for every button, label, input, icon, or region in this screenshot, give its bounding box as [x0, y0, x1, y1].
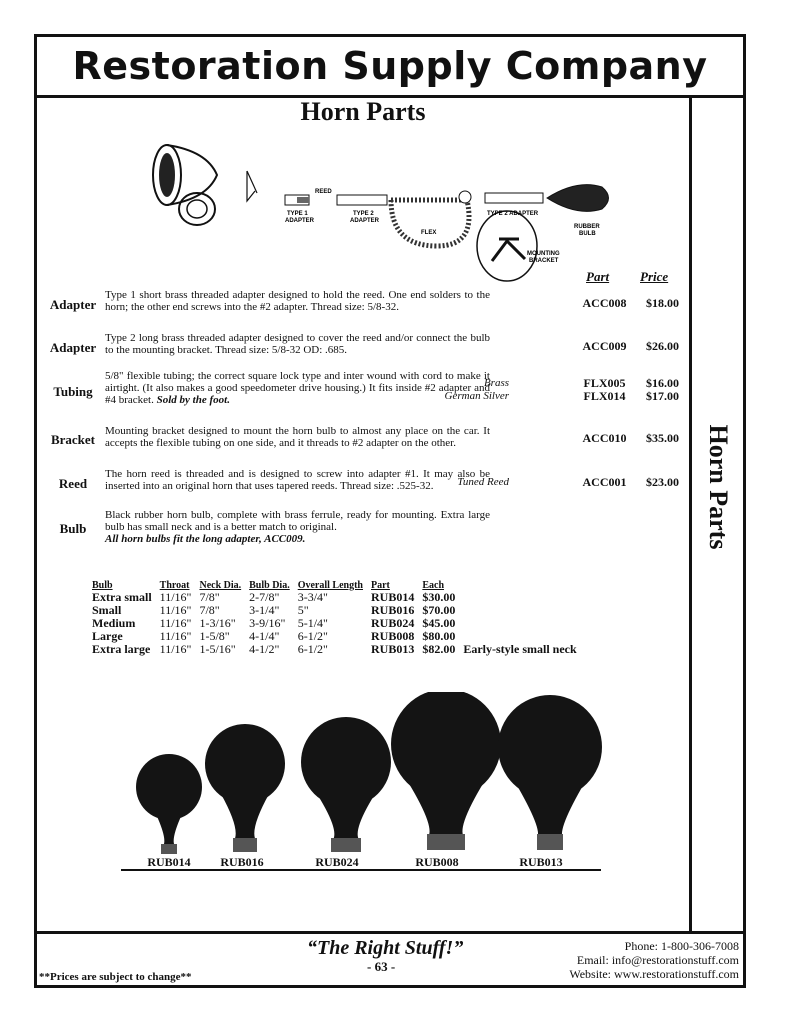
- bulb-photo-rub014: [136, 754, 202, 854]
- bulb-neck: 1-5/8": [199, 629, 230, 643]
- footer-divider: [37, 931, 743, 934]
- bulb-label: RUB024: [315, 855, 359, 869]
- bulb-col-header: Throat: [159, 579, 190, 591]
- bulb-throat: 11/16": [159, 590, 192, 604]
- item-label: Bulb: [59, 521, 87, 536]
- column-part-header: Part: [586, 269, 610, 284]
- bulb-part: RUB013: [371, 642, 415, 656]
- bulb-length: 5-1/4": [297, 616, 328, 630]
- type2-adapter-right-illustration: [459, 191, 543, 203]
- type2-adapter-illustration: [337, 195, 387, 205]
- bulb-photo-rub016: [205, 724, 285, 852]
- item-price: $23.00: [646, 475, 679, 489]
- bulb-diameter: 4-1/2": [249, 642, 280, 656]
- bulb-length: 3-3/4": [297, 590, 328, 604]
- bulb-price: $80.00: [422, 629, 456, 643]
- bulb-throat: 11/16": [159, 642, 192, 656]
- bulb-diameter: 4-1/4": [249, 629, 280, 643]
- item-description-emphasis: All horn bulbs fit the long adapter, ACC009.: [105, 533, 306, 545]
- contact-info: [569, 939, 739, 981]
- bulb-underline: [121, 869, 601, 871]
- price-notice: **Prices are subject to change**: [39, 971, 192, 983]
- side-title: [692, 97, 743, 931]
- item-part: FLX014: [583, 389, 626, 403]
- page-number: - 63 -: [367, 959, 396, 974]
- bulb-photo-rub008: [391, 692, 501, 850]
- company-name: Restoration Supply Company: [72, 44, 708, 88]
- bulb-throat: 11/16": [159, 616, 192, 630]
- column-price-header: Price: [640, 269, 669, 284]
- side-title-text: Horn Parts: [703, 424, 733, 550]
- bulb-neck: 1-3/16": [199, 616, 236, 630]
- item-description-emphasis: Sold by the foot.: [156, 394, 230, 406]
- rubber-bulb-illustration: [547, 185, 609, 212]
- bulb-length: 5": [297, 603, 309, 617]
- item-price: $26.00: [646, 339, 679, 353]
- diagram-label-rubber-a: RUBBER: [574, 224, 600, 230]
- item-part: ACC009: [582, 339, 627, 353]
- diagram-label-rubber-b: BULB: [579, 231, 596, 237]
- bulb-spec-table: [92, 579, 585, 656]
- item-description-text: Black rubber horn bulb, complete with brass ferrule, ready for mounting. Extra large bulb has small neck and is a better match to original.: [105, 509, 490, 533]
- bulb-neck: 7/8": [199, 590, 220, 604]
- bulb-name: Extra large: [92, 642, 151, 656]
- bulb-label: RUB014: [147, 855, 191, 869]
- item-variant-brass: Brass: [483, 377, 509, 389]
- item-part: ACC001: [582, 475, 627, 489]
- bulb-name: Small: [92, 603, 122, 617]
- diagram-label-type1-a: TYPE 1: [287, 211, 308, 217]
- item-variant-tuned-reed: Tuned Reed: [457, 476, 509, 488]
- diagram-label-type2-right: TYPE 2 ADAPTER: [487, 211, 539, 217]
- bulb-name: Extra small: [92, 590, 152, 604]
- bulb-label: RUB008: [415, 855, 459, 869]
- diagram-label-reed: REED: [315, 189, 332, 195]
- bulb-part: RUB024: [371, 616, 415, 630]
- mounting-bracket-illustration: [477, 211, 537, 281]
- bulb-price: $30.00: [422, 590, 456, 604]
- item-label: Tubing: [53, 384, 93, 399]
- item-description-text: 5/8" flexible tubing; the correct square lock type and inter wound with cord to make it airtight. (It also makes a good speedometer drive housing.) It fits inside #2 adapter and #4 bracket.: [105, 370, 490, 406]
- item-part: ACC008: [582, 296, 627, 310]
- diagram-label-bracket-b: BRACKET: [529, 258, 559, 264]
- website-link[interactable]: Website: www.restorationstuff.com: [569, 967, 739, 981]
- bulb-throat: 11/16": [159, 629, 192, 643]
- bulb-note: [463, 604, 584, 617]
- item-price: $17.00: [646, 389, 679, 403]
- bulb-col-header: Each: [422, 579, 445, 591]
- bulb-note: [463, 617, 584, 630]
- bulb-throat: 11/16": [159, 603, 192, 617]
- item-variant-german-silver: German Silver: [444, 390, 509, 402]
- item-description: Type 1 short brass threaded adapter designed to hold the reed. One end solders to the horn; the other end screws into the #2 adapter. Thread size: 5/8-32.: [105, 289, 490, 313]
- item-part: FLX005: [583, 376, 626, 390]
- bulb-diameter: 3-9/16": [249, 616, 286, 630]
- table-row: [92, 643, 585, 656]
- bulb-neck: 1-5/16": [199, 642, 236, 656]
- item-price: $16.00: [646, 376, 679, 390]
- bulb-neck: 7/8": [199, 603, 220, 617]
- item-description: Type 2 long brass threaded adapter designed to cover the reed and/or connect the bulb to the mounting bracket. Thread size: 5/8-32 OD: .685.: [105, 332, 490, 356]
- bulb-col-header: Bulb Dia.: [249, 579, 290, 591]
- item-part: ACC010: [582, 431, 627, 445]
- bulb-part: RUB008: [371, 629, 415, 643]
- page-frame: [34, 34, 746, 988]
- diagram-label-type1-b: ADAPTER: [285, 218, 315, 224]
- slogan: “The Right Stuff!”: [307, 937, 464, 959]
- bulb-name: Medium: [92, 616, 136, 630]
- bulb-length: 6-1/2": [297, 642, 328, 656]
- item-price: $18.00: [646, 296, 679, 310]
- item-description: The horn reed is threaded and is designed to screw into adapter #1. It may also be inserted into an original horn that uses tapered reeds. Thread size: .525-32.: [105, 468, 490, 492]
- diagram-label-bracket-a: MOUNTING: [527, 251, 560, 257]
- flex-tubing-illustration: [391, 200, 469, 246]
- bulb-label: RUB016: [220, 855, 264, 869]
- bulb-note: Early-style small neck: [463, 642, 577, 656]
- bulb-price: $82.00: [422, 642, 456, 656]
- bulb-part: RUB014: [371, 590, 415, 604]
- bulb-name: Large: [92, 629, 123, 643]
- diagram-label-flex: FLEX: [421, 230, 437, 236]
- email-link[interactable]: Email: info@restorationstuff.com: [576, 953, 739, 967]
- diagram-label-type2-b: ADAPTER: [350, 218, 380, 224]
- bulb-photo-rub013: [498, 695, 602, 850]
- phone: Phone: 1-800-306-7008: [624, 939, 739, 953]
- bulb-diameter: 3-1/4": [249, 603, 280, 617]
- bulb-photos: [117, 692, 617, 877]
- bulb-length: 6-1/2": [297, 629, 328, 643]
- item-description: [105, 509, 490, 545]
- bulb-price: $45.00: [422, 616, 456, 630]
- header: [37, 37, 743, 98]
- page-title: Horn Parts: [300, 97, 426, 126]
- bulb-note: [463, 591, 584, 604]
- bulb-part: RUB016: [371, 603, 415, 617]
- item-label: Adapter: [49, 340, 97, 355]
- item-description: [105, 370, 490, 406]
- item-label: Bracket: [50, 432, 96, 447]
- horn-bell-illustration: [153, 145, 257, 225]
- bulb-price: $70.00: [422, 603, 456, 617]
- bulb-diameter: 2-7/8": [249, 590, 280, 604]
- item-label: Reed: [58, 476, 88, 491]
- type1-adapter-illustration: [285, 195, 309, 205]
- diagram-label-type2-a: TYPE 2: [353, 211, 374, 217]
- bulb-col-header: Overall Length: [297, 579, 363, 591]
- bulb-label: RUB013: [519, 855, 563, 869]
- item-description: Mounting bracket designed to mount the horn bulb to almost any place on the car. It accepts the flexible tubing on one side, and it threads to #2 adapter on the other.: [105, 425, 490, 449]
- bulb-photo-rub024: [301, 717, 391, 852]
- bulb-col-header: Bulb: [92, 579, 113, 591]
- horn-diagram: [147, 131, 617, 291]
- bulb-col-header: Part: [371, 579, 390, 591]
- item-label: Adapter: [49, 297, 97, 312]
- bulb-col-header: Neck Dia.: [199, 579, 242, 591]
- item-price: $35.00: [646, 431, 679, 445]
